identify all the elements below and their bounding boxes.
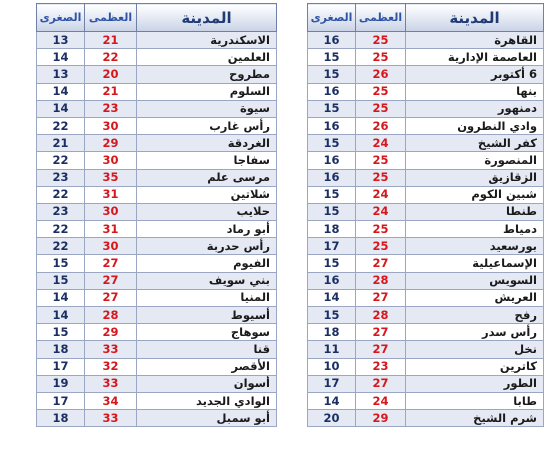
max-temp-cell: 27 (85, 272, 137, 289)
temperature-table-right (307, 3, 544, 427)
min-temp-cell: 15 (37, 324, 85, 341)
max-temp-cell: 25 (356, 100, 406, 117)
table-row (37, 272, 277, 289)
table-row (37, 341, 277, 358)
table-row (37, 32, 277, 49)
table-row (308, 324, 544, 341)
max-temp-cell: 25 (356, 221, 406, 238)
max-temp-cell: 27 (356, 375, 406, 392)
city-cell: العلمين (137, 49, 277, 66)
max-temp-cell: 27 (356, 289, 406, 306)
city-cell: شلاتين (137, 186, 277, 203)
table-row (37, 66, 277, 83)
city-cell: العريش (406, 289, 544, 306)
table-row (308, 169, 544, 186)
table-row (37, 203, 277, 220)
max-temp-cell: 24 (356, 186, 406, 203)
max-temp-cell: 29 (85, 324, 137, 341)
table-row (308, 358, 544, 375)
max-temp-cell: 23 (356, 358, 406, 375)
city-cell: السلوم (137, 83, 277, 100)
min-temp-cell: 23 (37, 203, 85, 220)
city-cell: أسوان (137, 375, 277, 392)
min-temp-cell: 15 (308, 135, 356, 152)
table-row (37, 255, 277, 272)
max-temp-cell: 30 (85, 238, 137, 255)
city-cell: الاسكندرية (137, 32, 277, 49)
max-temp-cell: 29 (85, 135, 137, 152)
min-temp-cell: 14 (308, 392, 356, 409)
city-cell: مرسى علم (137, 169, 277, 186)
min-temp-cell: 17 (308, 238, 356, 255)
table-row (308, 32, 544, 49)
min-temp-cell: 15 (308, 307, 356, 324)
city-cell: المنصورة (406, 152, 544, 169)
min-temp-cell: 15 (37, 272, 85, 289)
city-cell: أسيوط (137, 307, 277, 324)
max-temp-cell: 24 (356, 203, 406, 220)
table-header-row (308, 4, 544, 32)
max-temp-cell: 23 (85, 100, 137, 117)
table-row (308, 135, 544, 152)
city-cell: المنيا (137, 289, 277, 306)
city-cell: كفر الشيخ (406, 135, 544, 152)
table-row (37, 410, 277, 427)
max-temp-cell: 25 (356, 83, 406, 100)
table-row (308, 392, 544, 409)
max-temp-cell: 30 (85, 117, 137, 134)
table-row (308, 255, 544, 272)
min-temp-cell: 11 (308, 341, 356, 358)
min-temp-cell: 14 (37, 100, 85, 117)
min-temp-cell: 15 (308, 66, 356, 83)
max-temp-cell: 26 (356, 117, 406, 134)
min-temp-cell: 20 (308, 410, 356, 427)
max-temp-cell: 25 (356, 49, 406, 66)
max-temp-cell: 30 (85, 152, 137, 169)
city-cell: بورسعيد (406, 238, 544, 255)
temperature-table-left (36, 3, 277, 427)
max-temp-cell: 25 (356, 32, 406, 49)
max-temp-cell: 33 (85, 375, 137, 392)
table-row (308, 375, 544, 392)
city-cell: رأس سدر (406, 324, 544, 341)
city-column-header: المدينة (406, 4, 544, 32)
min-temp-cell: 17 (37, 358, 85, 375)
min-temp-cell: 23 (37, 169, 85, 186)
max-temp-cell: 31 (85, 186, 137, 203)
city-cell: قنا (137, 341, 277, 358)
table-row (308, 83, 544, 100)
min-temp-cell: 19 (37, 375, 85, 392)
table-row (308, 49, 544, 66)
city-cell: سوهاج (137, 324, 277, 341)
table-row (37, 117, 277, 134)
table-row (308, 289, 544, 306)
city-cell: السويس (406, 272, 544, 289)
city-cell: شرم الشيخ (406, 410, 544, 427)
max-temp-cell: 30 (85, 203, 137, 220)
city-cell: الغردقة (137, 135, 277, 152)
min-temp-cell: 16 (308, 169, 356, 186)
max-temp-cell: 22 (85, 49, 137, 66)
max-temp-cell: 21 (85, 32, 137, 49)
min-temp-cell: 17 (308, 375, 356, 392)
table-row (37, 392, 277, 409)
max-temp-cell: 28 (85, 307, 137, 324)
min-temp-cell: 18 (308, 324, 356, 341)
city-cell: سيوة (137, 100, 277, 117)
min-column-header: الصغرى (308, 4, 356, 32)
min-temp-cell: 22 (37, 238, 85, 255)
table-row (37, 49, 277, 66)
table-row (37, 307, 277, 324)
max-temp-cell: 27 (356, 255, 406, 272)
city-cell: رأس حدربة (137, 238, 277, 255)
max-temp-cell: 27 (85, 255, 137, 272)
city-cell: طنطا (406, 203, 544, 220)
min-temp-cell: 13 (37, 66, 85, 83)
min-temp-cell: 14 (37, 289, 85, 306)
min-temp-cell: 22 (37, 221, 85, 238)
min-temp-cell: 15 (308, 186, 356, 203)
table-row (37, 289, 277, 306)
table-row (308, 117, 544, 134)
city-cell: دمياط (406, 221, 544, 238)
max-temp-cell: 20 (85, 66, 137, 83)
city-cell: وادي النطرون (406, 117, 544, 134)
table-row (308, 100, 544, 117)
max-column-header: العظمى (85, 4, 137, 32)
table-row (308, 341, 544, 358)
max-temp-cell: 28 (356, 307, 406, 324)
max-temp-cell: 32 (85, 358, 137, 375)
min-temp-cell: 13 (37, 32, 85, 49)
max-temp-cell: 33 (85, 410, 137, 427)
min-temp-cell: 16 (308, 117, 356, 134)
max-temp-cell: 24 (356, 135, 406, 152)
min-temp-cell: 16 (308, 83, 356, 100)
city-cell: الفيوم (137, 255, 277, 272)
min-temp-cell: 15 (308, 203, 356, 220)
table-row (37, 358, 277, 375)
max-temp-cell: 25 (356, 169, 406, 186)
city-cell: الوادي الجديد (137, 392, 277, 409)
max-temp-cell: 24 (356, 392, 406, 409)
min-temp-cell: 17 (37, 392, 85, 409)
min-temp-cell: 16 (308, 152, 356, 169)
min-temp-cell: 10 (308, 358, 356, 375)
city-cell: بنها (406, 83, 544, 100)
min-temp-cell: 14 (37, 307, 85, 324)
max-temp-cell: 25 (356, 152, 406, 169)
table-row (37, 324, 277, 341)
table-row (308, 221, 544, 238)
city-cell: الإسماعيلية (406, 255, 544, 272)
max-temp-cell: 33 (85, 341, 137, 358)
max-temp-cell: 29 (356, 410, 406, 427)
min-temp-cell: 18 (308, 221, 356, 238)
table-row (37, 152, 277, 169)
max-column-header: العظمى (356, 4, 406, 32)
table-row (37, 221, 277, 238)
table-row (37, 186, 277, 203)
city-cell: الزقازيق (406, 169, 544, 186)
min-temp-cell: 14 (308, 289, 356, 306)
city-cell: كاترين (406, 358, 544, 375)
min-temp-cell: 16 (308, 272, 356, 289)
city-cell: أبو سمبل (137, 410, 277, 427)
table-row (308, 307, 544, 324)
max-temp-cell: 27 (356, 324, 406, 341)
max-temp-cell: 34 (85, 392, 137, 409)
min-temp-cell: 14 (37, 83, 85, 100)
table-row (308, 272, 544, 289)
table-row (308, 66, 544, 83)
city-cell: دمنهور (406, 100, 544, 117)
min-column-header: الصغرى (37, 4, 85, 32)
max-temp-cell: 21 (85, 83, 137, 100)
min-temp-cell: 18 (37, 341, 85, 358)
table-row (37, 83, 277, 100)
city-cell: الأقصر (137, 358, 277, 375)
table-row (37, 135, 277, 152)
city-cell: أبو رماد (137, 221, 277, 238)
city-cell: القاهرة (406, 32, 544, 49)
city-cell: حلايب (137, 203, 277, 220)
max-temp-cell: 28 (356, 272, 406, 289)
max-temp-cell: 35 (85, 169, 137, 186)
min-temp-cell: 16 (308, 32, 356, 49)
min-temp-cell: 22 (37, 186, 85, 203)
city-cell: سفاجا (137, 152, 277, 169)
min-temp-cell: 22 (37, 117, 85, 134)
table-row (308, 238, 544, 255)
table-header-row (37, 4, 277, 32)
min-temp-cell: 22 (37, 152, 85, 169)
table-row (37, 100, 277, 117)
city-cell: رأس غارب (137, 117, 277, 134)
city-cell: شبين الكوم (406, 186, 544, 203)
city-cell: بني سويف (137, 272, 277, 289)
table-row (308, 203, 544, 220)
city-cell: نخل (406, 341, 544, 358)
city-cell: طابا (406, 392, 544, 409)
min-temp-cell: 15 (308, 100, 356, 117)
min-temp-cell: 15 (37, 255, 85, 272)
table-row (37, 238, 277, 255)
min-temp-cell: 15 (308, 255, 356, 272)
city-cell: الطور (406, 375, 544, 392)
max-temp-cell: 25 (356, 238, 406, 255)
table-row (37, 169, 277, 186)
max-temp-cell: 27 (356, 341, 406, 358)
max-temp-cell: 27 (85, 289, 137, 306)
city-column-header: المدينة (137, 4, 277, 32)
min-temp-cell: 14 (37, 49, 85, 66)
table-row (308, 152, 544, 169)
city-cell: رفح (406, 307, 544, 324)
table-row (308, 186, 544, 203)
min-temp-cell: 21 (37, 135, 85, 152)
city-cell: 6 أكتوبر (406, 66, 544, 83)
min-temp-cell: 15 (308, 49, 356, 66)
min-temp-cell: 18 (37, 410, 85, 427)
table-row (37, 375, 277, 392)
max-temp-cell: 26 (356, 66, 406, 83)
table-row (308, 410, 544, 427)
city-cell: مطروح (137, 66, 277, 83)
max-temp-cell: 31 (85, 221, 137, 238)
city-cell: العاصمة الإدارية (406, 49, 544, 66)
